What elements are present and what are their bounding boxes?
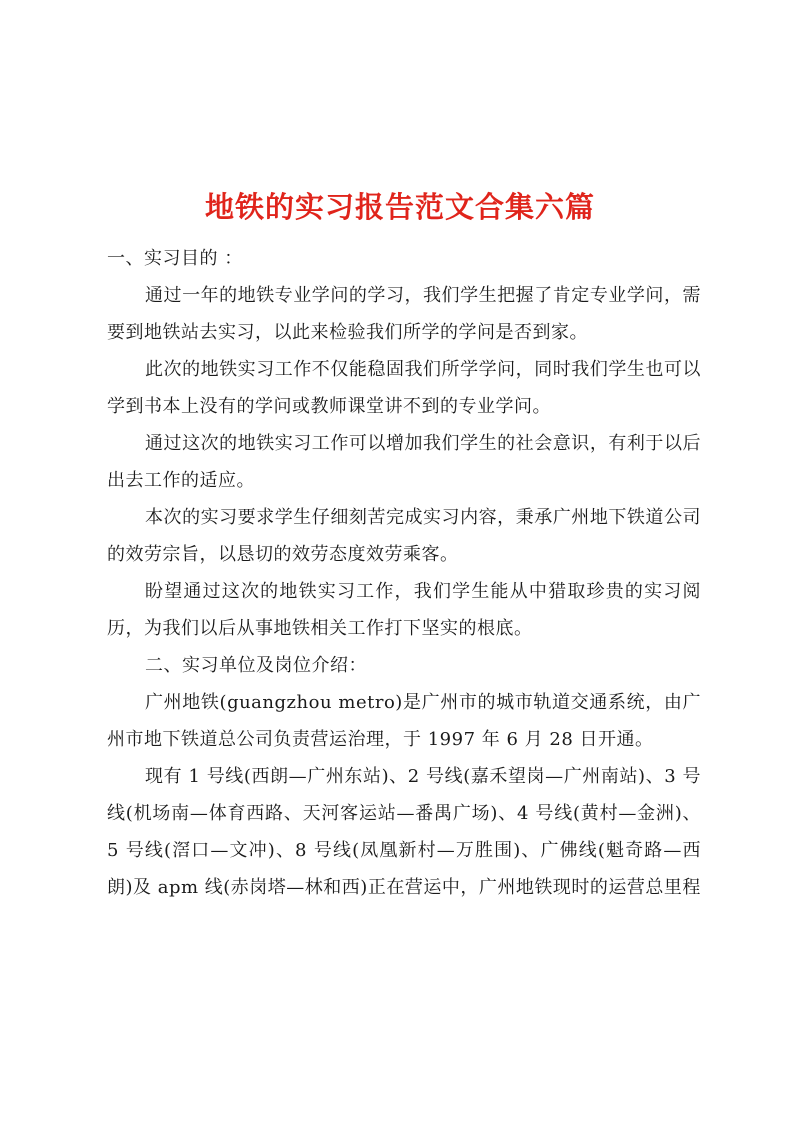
paragraph: 通过一年的地铁专业学问的学习，我们学生把握了肯定专业学问，需要到地铁站去实习，以此来检验我们所学的学问是否到家。 (107, 285, 701, 343)
document-title: 地铁的实习报告范文合集六篇 (204, 190, 595, 225)
document-body (107, 240, 701, 906)
section-heading-purpose: 一、实习目的 ： (107, 248, 243, 269)
paragraph: 此次的地铁实习工作不仅能稳固我们所学学问，同时我们学生也可以学到书本上没有的学问或教师课堂讲不到的专业学问。 (107, 359, 701, 417)
paragraph: 本次的实习要求学生仔细刻苦完成实习内容，秉承广州地下铁道公司的效劳宗旨，以恳切的效劳态度效劳乘客。 (107, 507, 701, 565)
paragraph: 广州地铁(guangzhou metro)是广州市的城市轨道交通系统，由广州市地下铁道总公司负责营运治理，于 1997 年 6 月 28 日开通。 (107, 692, 701, 750)
paragraph: 盼望通过这次的地铁实习工作，我们学生能从中猎取珍贵的实习阅历，为我们以后从事地铁相关工作打下坚实的根底。 (107, 581, 701, 639)
paragraph: 通过这次的地铁实习工作可以增加我们学生的社会意识，有利于以后出去工作的适应。 (107, 433, 701, 491)
paragraph: 现有 1 号线(西朗—广州东站)、2 号线(嘉禾望岗—广州南站)、3 号线(机场南—体育西路、天河客运站—番禺广场)、4 号线(黄村—金洲)、5 号线(滘口—文冲)、8 号线(凤凰新村—万胜围)、广佛线(魁奇路—西朗)及 apm 线(赤岗塔—林和西)正在营运中，广州地铁现时的运营总里程 (107, 766, 701, 898)
section-heading-unit: 二、实习单位及岗位介绍： (145, 655, 367, 676)
